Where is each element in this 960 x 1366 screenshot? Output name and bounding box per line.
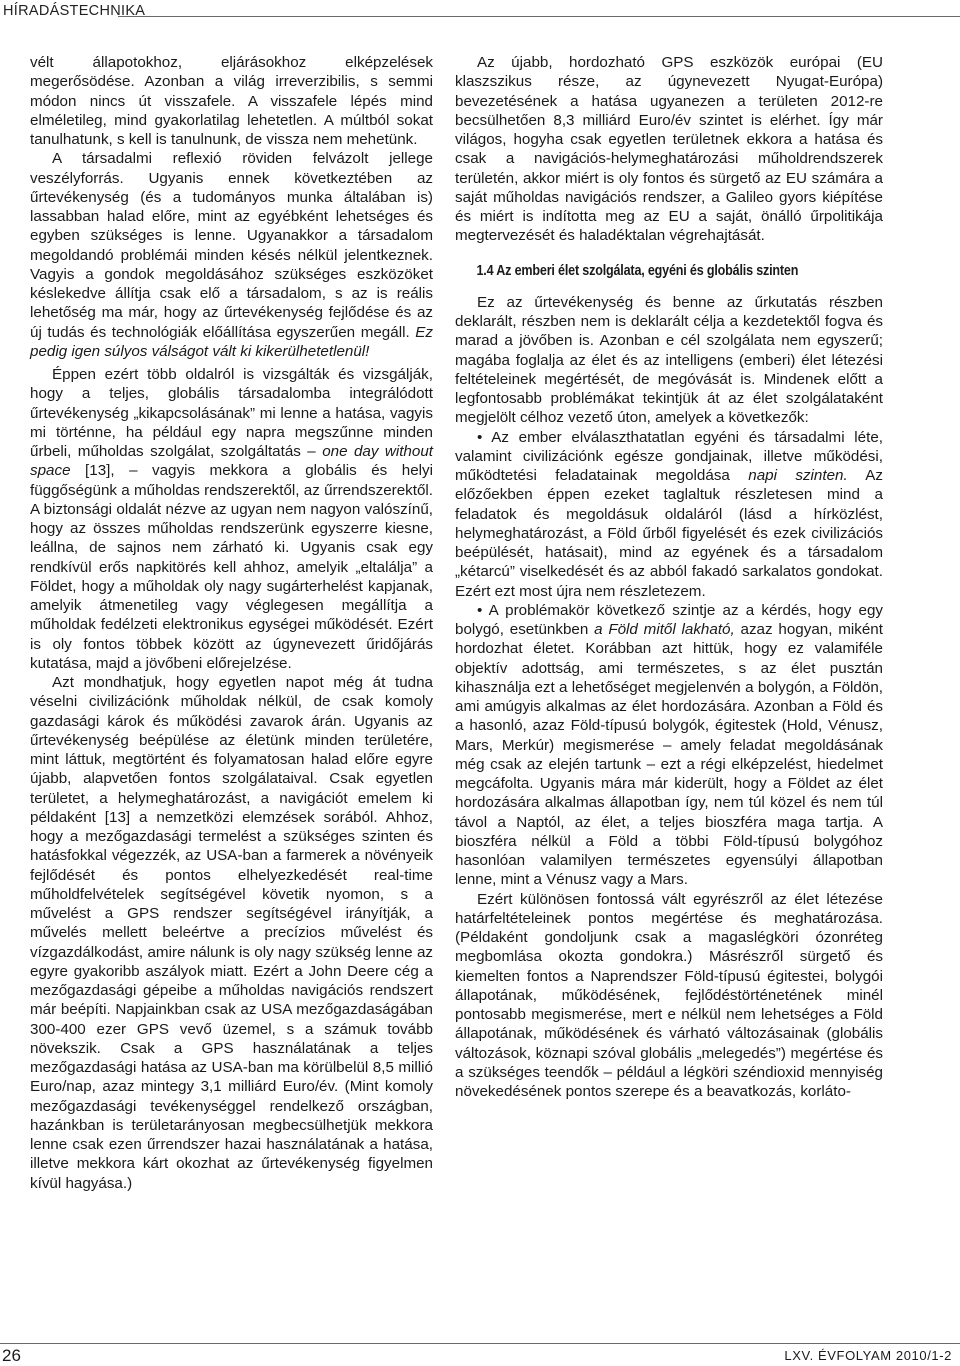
paragraph: Az újabb, hordozható GPS eszközök európai (EU klaszszikus része, az úgynevezett Nyugat-Európa) bevezetésének a hatása ugyanezen a területen 2012-re becsülhetően 8,3 milliárd Euro/év szintet is elérhet. Így már világos, hogyha csak egyetlen területnek ekkora a hatása és csak a navigációs-helymeghatározási műholdrendszerek területén, akkor miért is oly fontos és sürgető az EU számára a saját műholdas navigációs rendszer, a Galileo gyors kiépítése és miért is indította meg az EU a saját, önálló űrpolitikája megtervezését és haladéktalan végrehajtását. [455, 54, 883, 245]
emphasis-text: napi szinten. [748, 467, 848, 484]
emphasis-text: one day without space [30, 443, 433, 480]
bullet-item [455, 601, 883, 890]
paragraph: vélt állapotokhoz, eljárásokhoz elképzelések megerősödése. Azonban a világ irreverzibilis, s semmi módon nincs út visszafele. A visszafele lépés mind elméletileg, mind gyakorlatilag lehetetlen. A múltból sokat tanulhatunk, s kell is tanulnunk, de vissza nem mehetünk. [30, 54, 433, 148]
right-column [455, 53, 883, 1101]
running-header [0, 0, 960, 24]
page-number: 26 [2, 1346, 21, 1365]
left-column [30, 53, 433, 1193]
paragraph [30, 149, 433, 361]
paragraph-text: Éppen ezért több oldalról is vizsgálták és vizsgálják, hogy a teljes, globális társadalomba integrálódott űrtevékenység „kikapcsolásának” mi lenne a hatása, vagyis mi történne, ha például egy napra megszűnne minden űrbeli, műholdas szolgálat, szolgáltatás – [30, 366, 433, 460]
header-rule [118, 16, 960, 17]
paragraph-text: azaz hogyan, miként hordozhat életet. Korábban azt hittük, hogy ez valamiféle objektív adottság, ami természetes, s az élet pusztán kihasználja ezt a lehetőséget megjelenvén a bolygón, a Földön, ami amúgyis alkalmas az élet hordozására. Azonban a Föld és a hasonló, azaz Föld-típusú bolygók, égitestek (Hold, Vénusz, Mars, Merkúr) megismerése – amely feladat megoldásának még csak az elején tartunk – ezt a régi elképzelést, hiedelmet megcáfolta. Ugyanis mára már kiderült, hogy a Földet az élet hordozására alkalmas állapotban így, nem túl közel és nem túl távol a Naptól, az élet, a teljes bioszféra maga tartja. A bioszféra nélkül a Föld a többi Föld-típusú bolygóhoz hasonlóan valamilyen természetes egyensúlyi állapotban lenne, mint a Vénusz vagy a Mars. [455, 621, 883, 889]
running-footer [0, 1340, 960, 1364]
footer-rule [0, 1343, 960, 1344]
paragraph: Ezért különösen fontossá vált egyrészről az élet létezése határfeltételeinek pontos megértése és meghatározása. (Példaként gondoljunk csak a magaslégköri ózonréteg megbomlása okozta gondokra.) Másrészről sürgető és kiemelten fontos a Naprendszer Föld-típusú égitestei, bolygói állapotának, működésének, fejlődéstörténetének minél pontosabb megismerése, mert e nélkül nem lehetséges a Föld állapotának, működésének és várható változásainak (globális változások, köznapi szóval globális „melegedés”) megértése és a szükséges teendők – például a légköri széndioxid mennyiség növekedésének pontos szerepe és a beavatkozás, korláto- [455, 890, 883, 1100]
paragraph-text: [13], – vagyis mekkora a globális és helyi függőségünk a műholdas rendszerektől, az űrrendszerektől. A biztonsági oldalát nézve az ugyan nem nagyon valószínű, hogy az összes műholdas rendszerünk egyszerre kiesne, leállna, de sajnos nem zárható ki. Ugyanis csak egy rendkívül erős napkitörés kell ahhoz, amelyik „eltalálja” a Földet, hogy a műholdak oly nagy sugárterhelést kapjanak, amelyik átmenetileg vagy véglegesen megállítja a műholdak fedélzeti elektronikus egységei működését. Ezért is oly fontos többek között az úgynevezett űridőjárás kutatása, majd a jövőbeni előrejelzése. [30, 462, 433, 672]
paragraph-text: • Az ember elválaszthatatlan egyéni és társadalmi léte, valamint civilizációnk egésze gondjainak, illetve működési, működtetési feladatainak megoldása [455, 428, 883, 484]
journal-title: HÍRADÁSTECHNIKA [3, 3, 146, 19]
paragraph: Ez az űrtevékenység és benne az űrkutatás részben deklarált, részben nem is deklarált célja a kezdetektől fogva és marad a jövőben is. Azonban e cél szolgálata nem egyszerű; magába foglalja az élet és az intelligens (emberi) élet létezési feltételeinek megértését, de megóvását is. Mindenek előtt a legfontosabb problémákat tekintjük át az élet szolgálataként megjelölt célhoz vezető úton, amelyek a következők: [455, 293, 883, 427]
section-heading: 1.4 Az emberi élet szolgálata, egyéni és globális szinten [476, 262, 799, 279]
paragraph: Azt mondhatjuk, hogy egyetlen napot még át tudna véselni civilizációnk műholdak nélkül, de csak komoly gazdasági károk és működési zavarok árán. Ugyanis az űrtevékenység beépülése az életünk minden területére, mint láttuk, megtörtént és folyamatosan halad előre egyre újabb, alapvetően fontos szolgálataival. Csak egyetlen területet, a helymeghatározást, a navigációt emelem ki példaként [13] a nemzetközi elemzések sorából. Ahhoz, hogy a mezőgazdasági termelést a szükséges szinten és hatásfokkal végezzék, az USA-ban a farmerek a növényeik fejlődését és pontos elhelyezkedését real-time műholdfelvételek segítségével követik nyomon, s a művelést a GPS rendszer segítségével irányítják, a művelés mellett beleértve a precízios művelést és vízgazdálkodást, amire nálunk is oly nagy szükség lenne az egyre gyakoribb aszályok miatt. Ezért a John Deere cég a mezőgazdasági gépeibe a műholdas navigációs rendszert már beépíti. Napjainkban csak az USA mezőgazdaságában 300-400 ezer GPS vevő üzemel, s a számuk tovább növekszik. Csak a GPS használatának a teljes mezőgazdasági hatása az USA-ban ma körülbelül 8,5 millió Euro/nap, azaz mintegy 3,1 milliárd Euro/év. (Mint komoly mezőgazdasági tevékenységgel rendelkező országban, hazánkban is területarányosan megbecsülhetjük mekkora lenne csak ezen űrrendszer hazai használatának a hatása, illetve mekkora kárt okozhat az űrtevékenység figyelmen kívül hagyása.) [30, 674, 433, 1192]
emphasis-text: Ez pedig igen súlyos válságot vált ki kikerülhetetlenül! [30, 323, 433, 360]
paragraph-text: • A problémakör következő szintje az a kérdés, hogy egy bolygó, esetünkben [455, 601, 883, 638]
issue-label: LXV. ÉVFOLYAM 2010/1-2 [784, 1348, 952, 1363]
paragraph-text: Az előzőekben éppen ezeket taglaltuk részletesen mind a feladatok és megoldásuk oldaláról (lásd a hírközlést, helymeghatározást, a Föld űrből figyelését és ezek civilizációs beépülését, hatásait), mind az egyének és a társadalom „kétarcú” viselkedését és az abból fakadó sarkalatos gondokat. Ezért ezt most újra nem részletezem. [455, 467, 883, 600]
bullet-item [455, 428, 883, 601]
paragraph [30, 365, 433, 673]
paragraph-text: A társadalmi reflexió röviden felvázolt jellege veszélyforrás. Ugyanis ennek következtében az űrtevékenység (és a tudományos munka általában is) lassabban halad előre, mint az egyébként lehetséges és egyben szükséges is lenne. Ugyanakkor a társadalom megoldandó problémái minden késés nélkül jelentkeznek. Vagyis a gondok megoldásához szükséges eszközöket késlekedve állítja csak elő a társadalom, s az is reális lehetőség ma már, hogy az űrtevékenység fejlődése és az új tudás és technológiák előállítása egyszerűen megáll. [30, 150, 433, 341]
emphasis-text: a Föld mitől lakható, [594, 621, 735, 638]
